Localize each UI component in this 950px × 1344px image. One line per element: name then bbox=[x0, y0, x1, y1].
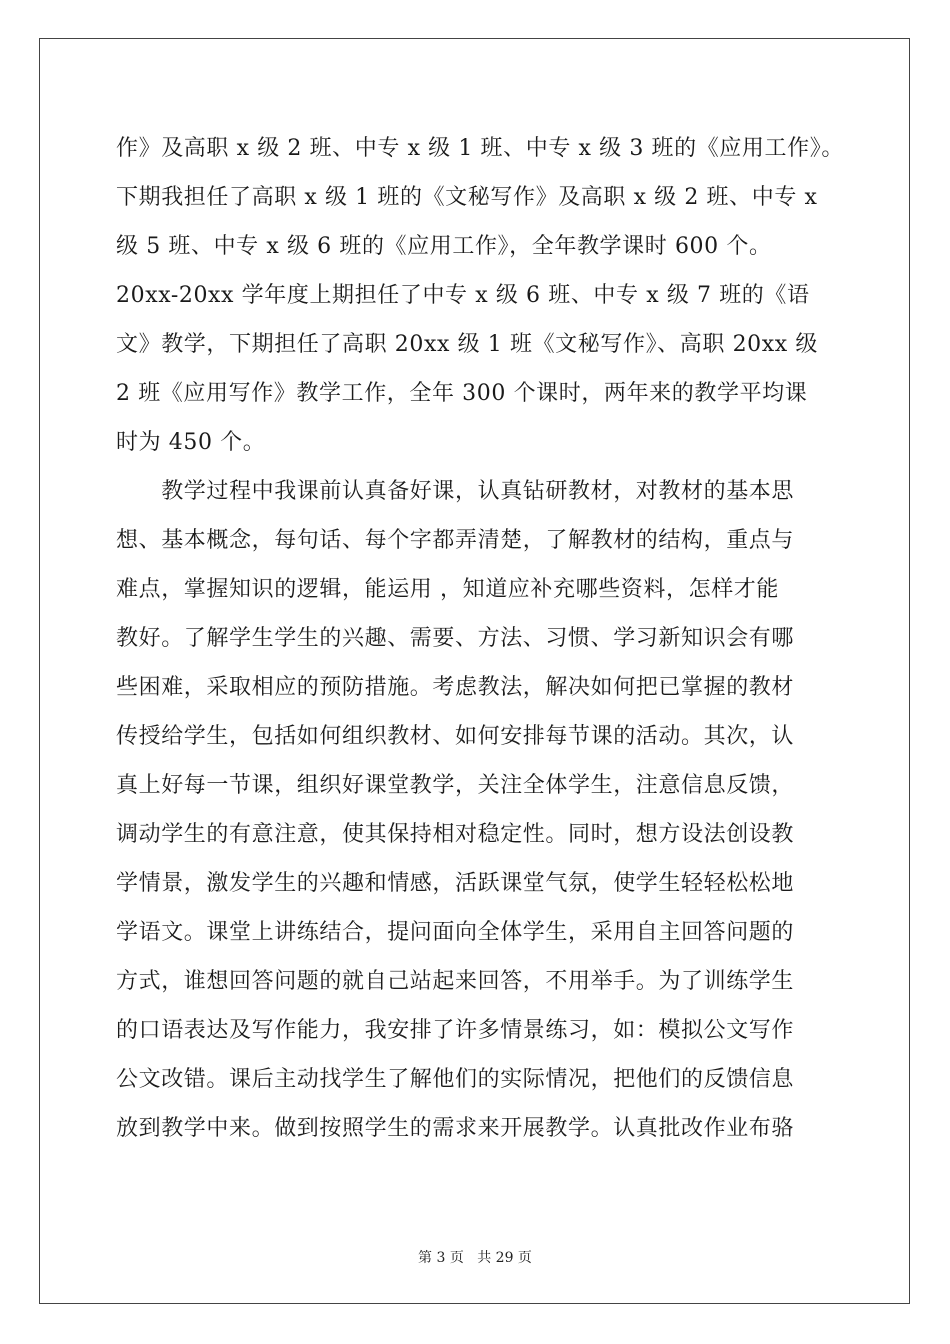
text-line: 放到教学中来。做到按照学生的需求来开展教学。认真批改作业布骆 bbox=[116, 1116, 795, 1141]
text-line: 教好。了解学生学生的兴趣、需要、方法、习惯、学习新知识会有哪 bbox=[116, 626, 795, 651]
text-line: 些困难，采取相应的预防措施。考虑教法，解决如何把已掌握的教材 bbox=[116, 675, 795, 700]
text-line: 难点，掌握知识的逻辑，能运用 ，知道应补充哪些资料，怎样才能 bbox=[116, 577, 779, 602]
text-line: 方式，谁想回答问题的就自己站起来回答，不用举手。为了训练学生 bbox=[116, 969, 795, 994]
text-line: 下期我担任了高职 x 级 1 班的《文秘写作》及高职 x 级 2 班、中专 x bbox=[116, 185, 818, 210]
text-line: 作》及高职 x 级 2 班、中专 x 级 1 班、中专 x 级 3 班的《应用工作》。 bbox=[116, 136, 844, 161]
text-line: 调动学生的有意注意，使其保持相对稳定性。同时，想方设法创设教 bbox=[116, 822, 795, 847]
text-line: 公文改错。课后主动找学生了解他们的实际情况，把他们的反馈信息 bbox=[116, 1067, 795, 1092]
text-line: 文》教学，下期担任了高职 20xx 级 1 班《文秘写作》、高职 20xx 级 bbox=[116, 332, 818, 357]
text-line: 2 班《应用写作》教学工作，全年 300 个课时，两年来的教学平均课 bbox=[116, 381, 808, 406]
text-line: 教学过程中我课前认真备好课，认真钻研教材，对教材的基本思 bbox=[116, 479, 795, 504]
text-line: 学情景，激发学生的兴趣和情感，活跃课堂气氛，使学生轻轻松松地 bbox=[116, 871, 795, 896]
page-number: 第 3 页 bbox=[418, 1250, 464, 1266]
document-body bbox=[116, 124, 844, 1153]
text-line: 时为 450 个。 bbox=[116, 430, 266, 455]
text-line: 想、基本概念，每句话、每个字都弄清楚，了解教材的结构，重点与 bbox=[116, 528, 795, 553]
text-line: 传授给学生，包括如何组织教材、如何安排每节课的活动。其次，认 bbox=[116, 724, 795, 749]
text-line: 的口语表达及写作能力，我安排了许多情景练习，如：模拟公文写作 bbox=[116, 1018, 795, 1043]
text-line: 真上好每一节课，组织好课堂教学，关注全体学生，注意信息反馈， bbox=[116, 773, 795, 798]
text-line: 学语文。课堂上讲练结合，提问面向全体学生，采用自主回答问题的 bbox=[116, 920, 795, 945]
page-total: 共 29 页 bbox=[477, 1250, 532, 1266]
text-line: 20xx-20xx 学年度上期担任了中专 x 级 6 班、中专 x 级 7 班的《语 bbox=[116, 283, 810, 308]
page-footer bbox=[0, 1247, 950, 1267]
text-line: 级 5 班、中专 x 级 6 班的《应用工作》，全年教学课时 600 个。 bbox=[116, 234, 772, 259]
